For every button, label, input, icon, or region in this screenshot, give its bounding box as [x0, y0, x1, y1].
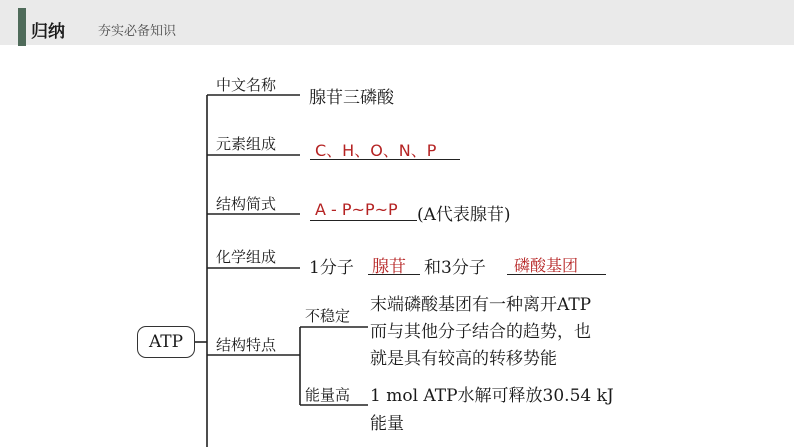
label-formula: 结构简式	[216, 195, 277, 213]
root-node-atp: ATP	[137, 326, 195, 358]
unstable-line-1: 末端磷酸基团有一种离开ATP	[370, 295, 592, 315]
label-composition: 化学组成	[216, 248, 277, 266]
label-chinese-name: 中文名称	[216, 76, 277, 94]
label-features: 结构特点	[216, 336, 277, 354]
composition-prefix: 1分子	[309, 258, 354, 278]
energy-line-2: 能量	[370, 414, 404, 434]
answer-formula: A - P~P~P	[315, 200, 398, 219]
section-subtitle: 夯实必备知识	[98, 24, 177, 39]
formula-note: (A代表腺苷)	[417, 205, 511, 225]
composition-middle: 和3分子	[424, 258, 486, 278]
section-title: 归纳	[31, 22, 65, 42]
unstable-line-3: 就是具有较高的转移势能	[370, 349, 557, 369]
label-elements: 元素组成	[216, 135, 277, 153]
value-chinese-name: 腺苷三磷酸	[309, 88, 394, 108]
energy-line-1: 1 mol ATP水解可释放30.54 kJ	[370, 386, 614, 406]
label-high-energy: 能量高	[305, 386, 351, 404]
answer-composition-1: 腺苷	[372, 257, 406, 277]
unstable-line-2: 而与其他分子结合的趋势，也	[370, 322, 591, 342]
answer-elements: C、H、O、N、P	[315, 141, 437, 160]
label-unstable: 不稳定	[305, 307, 351, 325]
answer-composition-2: 磷酸基团	[514, 256, 579, 275]
